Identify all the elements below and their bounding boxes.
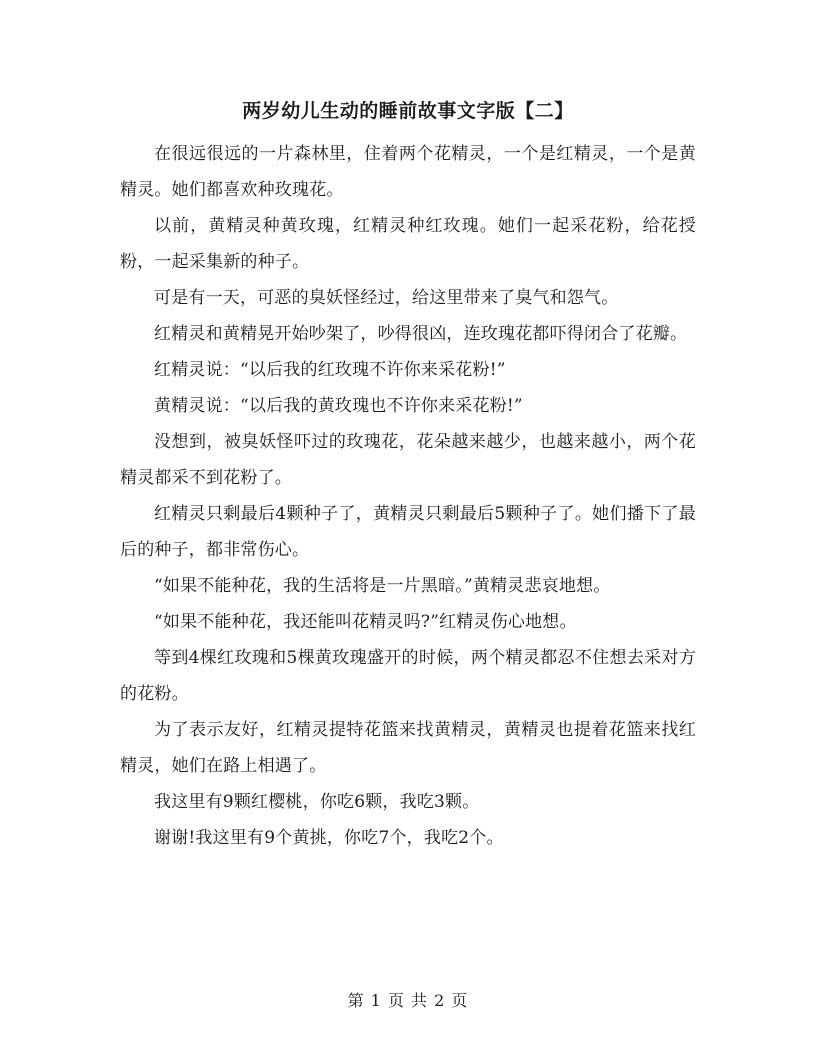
paragraph: 红精灵和黄精晃开始吵架了，吵得很凶，连玫瑰花都吓得闭合了花瓣。 [154, 324, 688, 344]
paragraph: “如果不能种花，我还能叫花精灵吗?”红精灵伤心地想。 [154, 612, 577, 632]
paragraph: 为了表示友好，红精灵提特花篮来找黄精灵，黄精灵也提着花篮来找红精灵，她们在路上相遇了。 [120, 720, 696, 776]
paragraph: 等到4棵红玫瑰和5棵黄玫瑰盛开的时候，两个精灵都忍不住想去采对方的花粉。 [120, 648, 696, 704]
page-title: 两岁幼儿生动的睡前故事文字版【二】 [242, 100, 574, 122]
story-body [120, 136, 696, 856]
paragraph: 没想到，被臭妖怪吓过的玫瑰花，花朵越来越少，也越来越小，两个花精灵都采不到花粉了。 [120, 432, 696, 488]
paragraph: “如果不能种花，我的生活将是一片黑暗。”黄精灵悲哀地想。 [154, 576, 611, 596]
paragraph: 谢谢!我这里有9个黄挑，你吃7个，我吃2个。 [154, 828, 504, 848]
paragraph: 我这里有9颗红樱桃，你吃6颗，我吃3颗。 [154, 792, 480, 812]
paragraph: 可是有一天，可恶的臭妖怪经过，给这里带来了臭气和怨气。 [154, 288, 619, 308]
paragraph: 以前，黄精灵种黄玫瑰，红精灵种红玫瑰。她们一起采花粉，给花授粉，一起采集新的种子。 [120, 216, 696, 272]
paragraph: 在很远很远的一片森林里，住着两个花精灵，一个是红精灵，一个是黄精灵。她们都喜欢种玫瑰花。 [120, 144, 696, 200]
paragraph: 红精灵只剩最后4颗种子了，黄精灵只剩最后5颗种子了。她们播下了最后的种子，都非常伤心。 [120, 504, 696, 560]
page-number-footer: 第 1 页 共 2 页 [347, 991, 469, 1010]
paragraph: 红精灵说：“以后我的红玫瑰不许你来采花粉!” [154, 360, 506, 380]
paragraph: 黄精灵说：“以后我的黄玫瑰也不许你来采花粉!” [154, 396, 523, 416]
